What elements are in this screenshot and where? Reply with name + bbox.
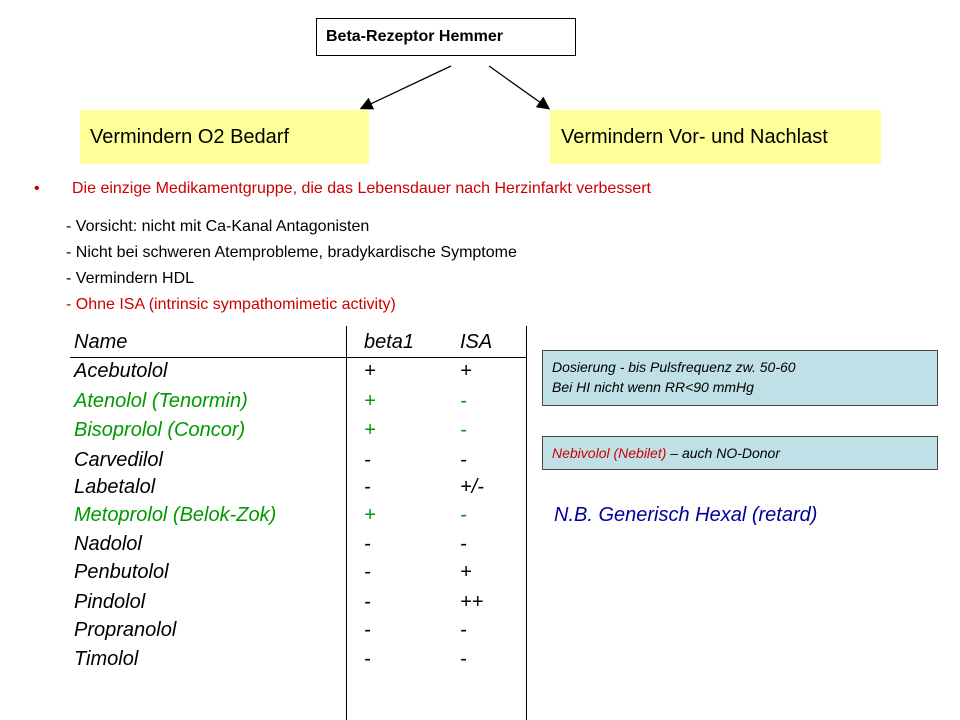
table-row-name: Pindolol: [74, 591, 146, 613]
note-line: - Vorsicht: nicht mit Ca-Kanal Antagonisten: [66, 218, 370, 235]
arrow-right: [489, 66, 548, 108]
table-row-isa: +: [460, 360, 472, 382]
table-row-isa: +/-: [460, 476, 484, 498]
table-header-isa: ISA: [460, 331, 493, 353]
table-row-beta1: -: [364, 533, 371, 555]
table-row-beta1: +: [364, 419, 376, 441]
table-row-name: Metoprolol (Belok-Zok): [74, 504, 277, 526]
table-row-beta1: -: [364, 591, 371, 613]
table-row-isa: -: [460, 648, 467, 670]
bullet-text: Die einzige Medikamentgruppe, die das Lebensdauer nach Herzinfarkt verbessert: [72, 180, 651, 197]
dosage-note-box: [542, 350, 938, 406]
table-row-name: Carvedilol: [74, 449, 163, 471]
generic-note: N.B. Generisch Hexal (retard): [554, 504, 818, 526]
table-row-beta1: -: [364, 449, 371, 471]
table-row-name: Atenolol (Tenormin): [74, 390, 248, 412]
table-row-beta1: -: [364, 561, 371, 583]
note-line-isa: - Ohne ISA (intrinsic sympathomimetic activity): [66, 296, 396, 313]
table-row-beta1: -: [364, 648, 371, 670]
table-row-name: Labetalol: [74, 476, 156, 498]
table-row-isa: -: [460, 419, 467, 441]
table-row-isa: -: [460, 533, 467, 555]
table-row-isa: -: [460, 390, 467, 412]
table-row-name: Timolol: [74, 648, 139, 670]
table-row-beta1: +: [364, 390, 376, 412]
arrow-left: [362, 66, 451, 108]
bullet-icon: •: [34, 180, 40, 197]
nebivolol-note-box: [542, 436, 938, 470]
table-header-beta1: beta1: [364, 331, 415, 353]
nebivolol-detail: – auch NO-Donor: [666, 445, 780, 461]
table-row-isa: -: [460, 449, 467, 471]
table-row-name: Acebutolol: [74, 360, 168, 382]
title-box: Beta-Rezeptor Hemmer: [316, 18, 576, 56]
table-row-isa: -: [460, 619, 467, 641]
table-row-isa: ++: [460, 591, 484, 613]
table-divider-2: [526, 326, 527, 720]
table-row-beta1: -: [364, 619, 371, 641]
note-line: - Vermindern HDL: [66, 270, 195, 287]
nebivolol-name: Nebivolol (Nebilet): [552, 445, 667, 461]
table-row-beta1: +: [364, 360, 376, 382]
dosage-line-2: Bei HI nicht wenn RR<90 mmHg: [552, 379, 754, 395]
table-row-beta1: +: [364, 504, 376, 526]
table-divider-1: [346, 326, 347, 720]
table-row-isa: -: [460, 504, 467, 526]
table-row-name: Nadolol: [74, 533, 142, 555]
note-line: - Nicht bei schweren Atemprobleme, bradykardische Symptome: [66, 244, 517, 261]
table-header-name: Name: [74, 331, 128, 353]
table-header-rule: [70, 357, 527, 358]
table-row-name: Penbutolol: [74, 561, 169, 583]
effect-box-oxygen-demand: Vermindern O2 Bedarf: [80, 110, 369, 164]
table-row-name: Propranolol: [74, 619, 177, 641]
effect-box-preload-afterload: Vermindern Vor- und Nachlast: [550, 110, 881, 164]
dosage-line-1: Dosierung - bis Pulsfrequenz zw. 50-60: [552, 359, 796, 375]
table-row-name: Bisoprolol (Concor): [74, 419, 246, 441]
table-row-isa: +: [460, 561, 472, 583]
table-row-beta1: -: [364, 476, 371, 498]
